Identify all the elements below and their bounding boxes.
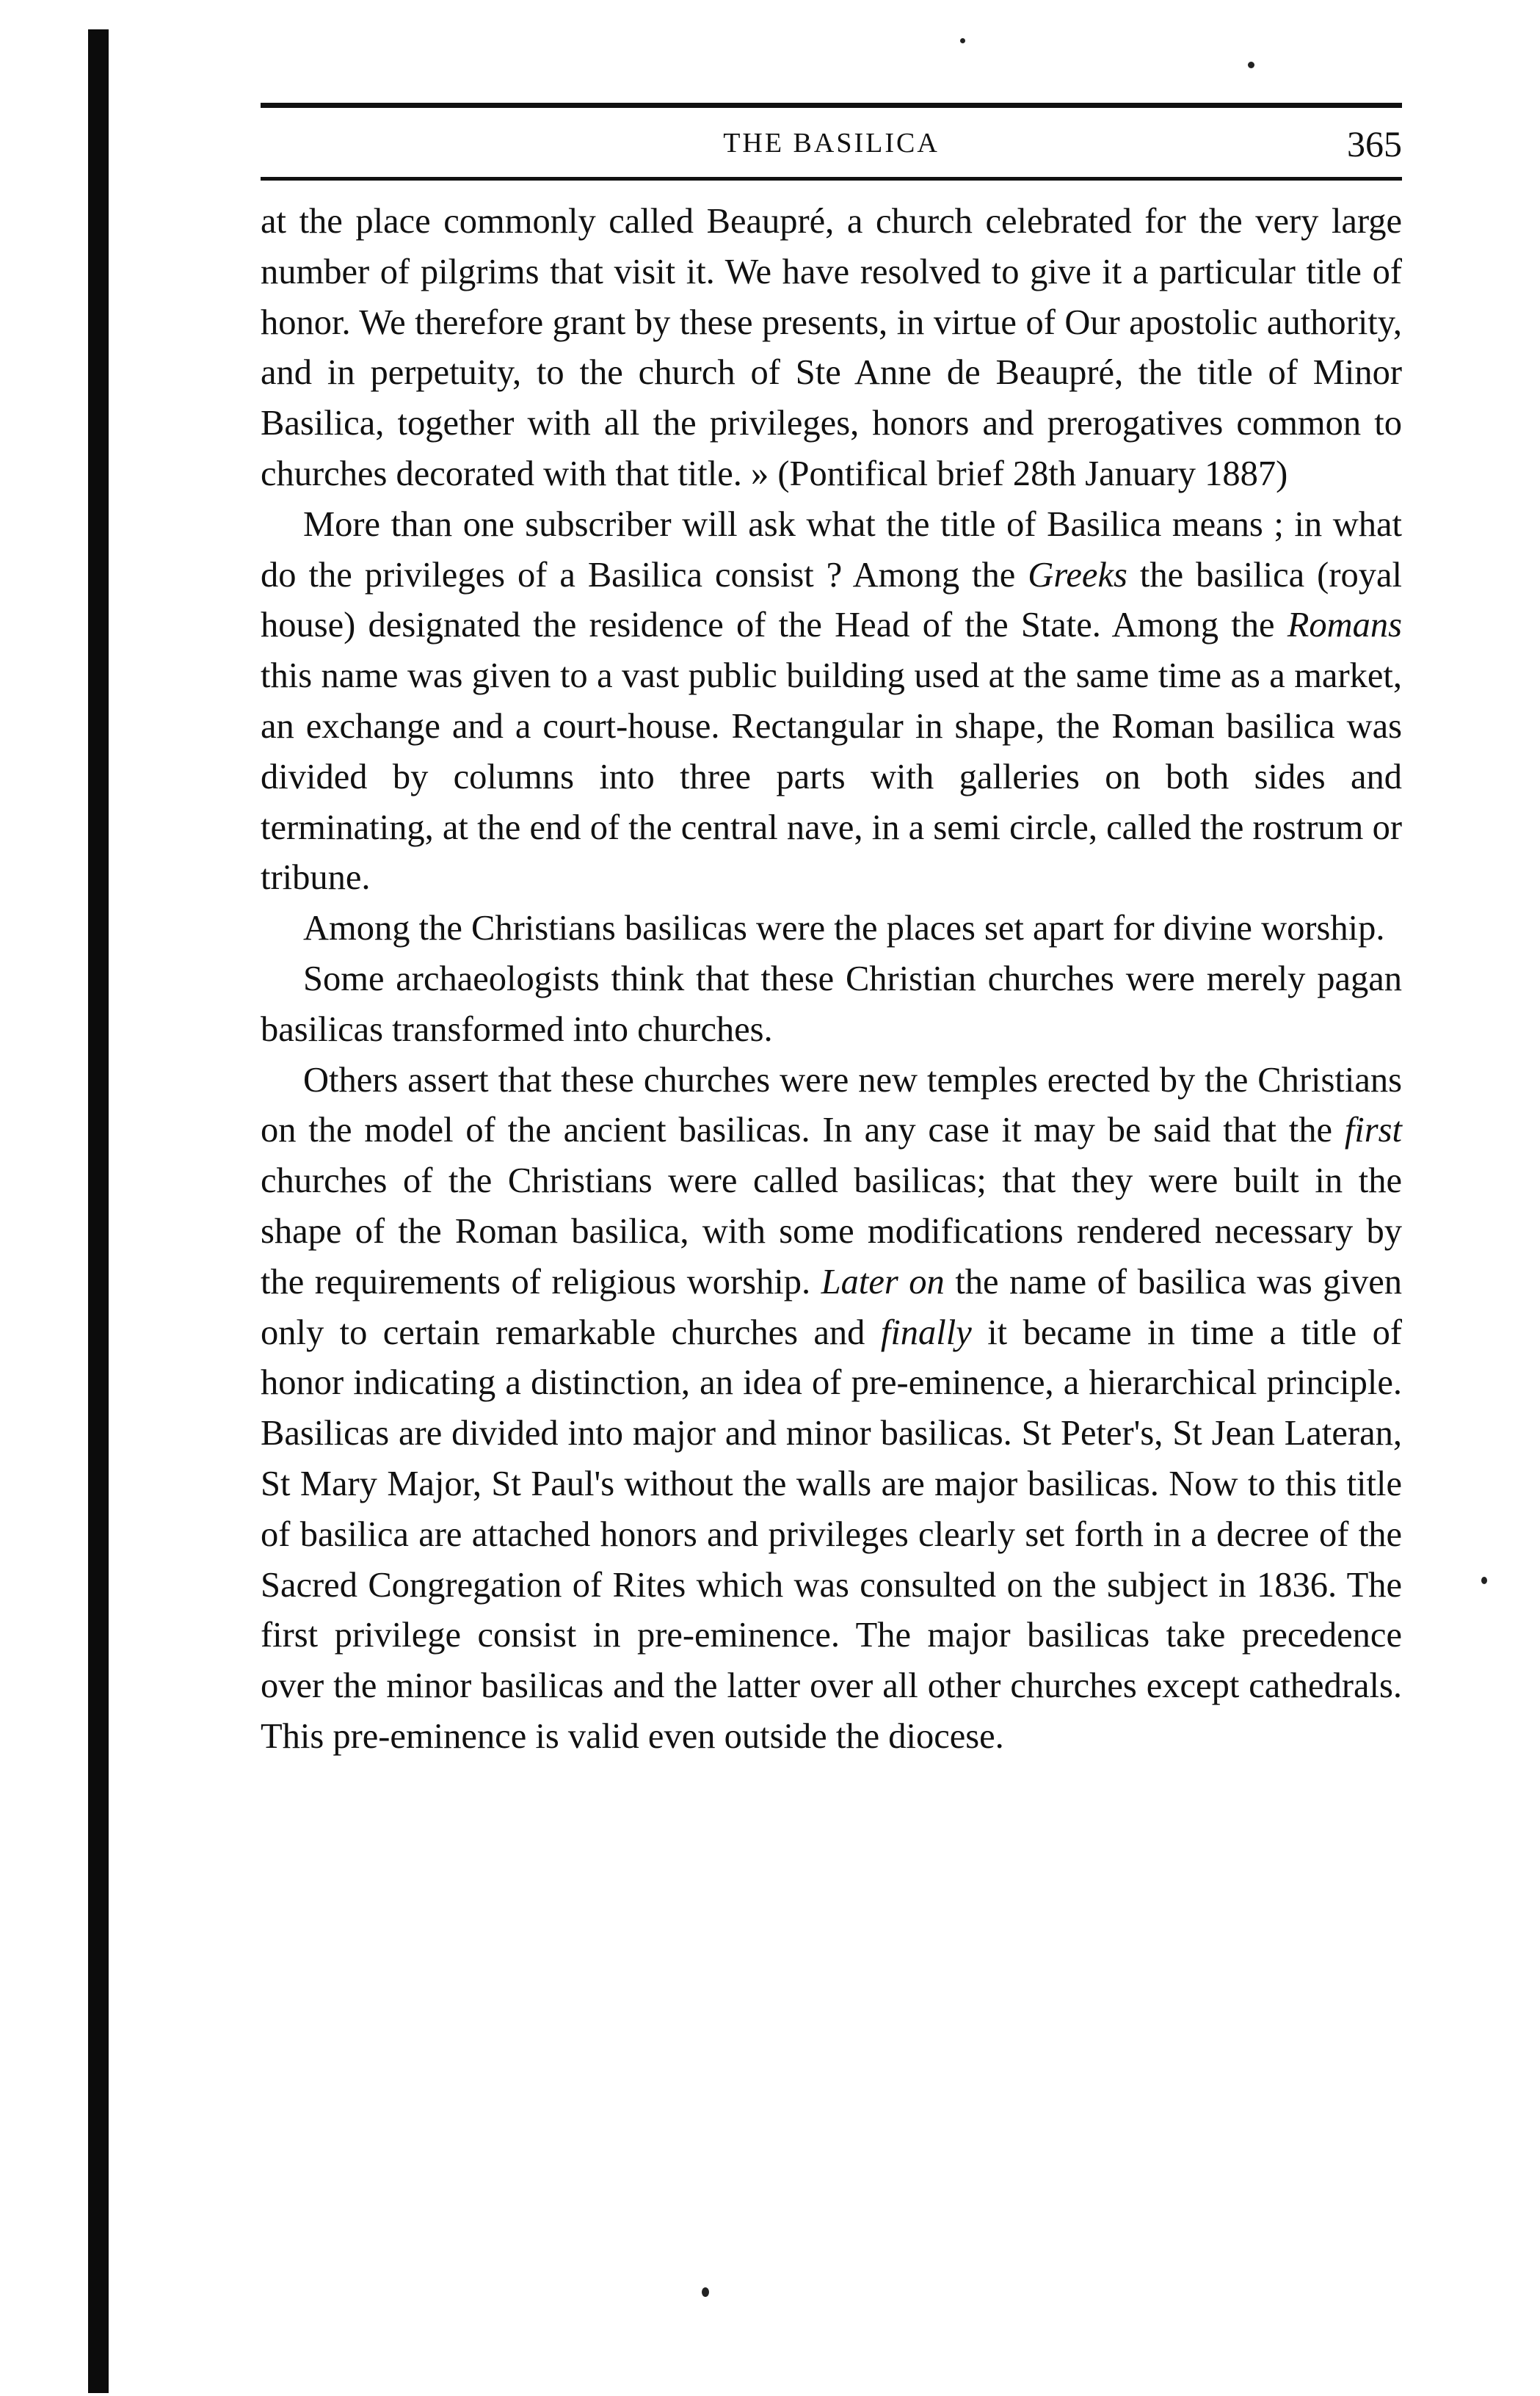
- text-run: the basilica (royal house) designated the residence of the Head of the State. Among the: [261, 555, 1402, 645]
- italic-term: Romans: [1287, 606, 1402, 645]
- running-head: [261, 123, 1402, 174]
- paragraph-1: [261, 197, 1402, 500]
- italic-term: Greeks: [1028, 555, 1127, 595]
- head-rule: [261, 177, 1402, 181]
- text-run: the name of basilica was given only to certain remarkable churches and: [261, 1262, 1402, 1352]
- paragraph-2: [261, 500, 1402, 904]
- italic-term: Later on: [821, 1262, 945, 1302]
- text-run: Some archaeologists think that these Christian churches were merely pagan basilicas transformed into churches.: [261, 959, 1402, 1049]
- running-head-title: THE BASILICA: [723, 128, 940, 159]
- scan-speck: [1481, 1577, 1487, 1584]
- paragraph-3: [261, 904, 1402, 954]
- book-page: [261, 103, 1402, 1762]
- italic-term: finally: [880, 1313, 972, 1352]
- paragraph-4: [261, 954, 1402, 1056]
- text-run: at the place commonly called Beaupré, a church celebrated for the very large number of pilgrims that visit it. We have resolved to give it a particular title of honor. We therefore grant by these presents, in virtue of Our apostolic authority, and in perpetuity, to the church of Ste Anne de Beaupré, the title of Minor Basilica, together with all the privileges, honors and prerogatives common to churches decorated with that title. » (Pontifical brief 28th January 1887): [261, 202, 1402, 493]
- page-number: 365: [1347, 123, 1402, 164]
- text-run: it became in time a title of honor indicating a distinction, an idea of pre-eminence, a hierarchical principle. Basilicas are divided into major and minor basilicas. St Peter's, St Jean Lateran, St Mary Major, St Paul's without the walls are major basilicas. Now to this title of basilica are attached honors and privileges clearly set forth in a decree of the Sacred Congregation of Rites which was consulted on the subject in 1836. The first privilege consist in pre-eminence. The major basilicas take precedence over the minor basilicas and the latter over all other churches except cathedrals. This pre-eminence is valid even outside the diocese.: [261, 1313, 1403, 1756]
- text-run: More than one subscriber will ask what the title of Basilica means ; in what do the privileges of a Basilica consist ? Among the: [261, 504, 1402, 595]
- text-run: churches of the Christians were called basilicas; that they were built in the shape of the Roman basilica, with some modifications rendered necessary by the requirements of religious worship.: [261, 1161, 1402, 1302]
- paragraph-5: [261, 1056, 1402, 1762]
- text-run: Among the Christians basilicas were the places set apart for divine worship.: [303, 909, 1385, 948]
- binding-shadow: [88, 29, 109, 2393]
- text-run: this name was given to a vast public building used at the same time as a market, an exchange and a court-house. Rectangular in shape, the Roman basilica was divided by columns into three parts with galleries on both sides and terminating, at the end of the central nave, in a semi circle, called the rostrum or tribune.: [261, 656, 1402, 898]
- top-rule: [261, 103, 1402, 108]
- scan-speck: [1248, 62, 1254, 68]
- scan-speck: [960, 38, 965, 43]
- italic-term: first: [1344, 1111, 1402, 1150]
- scan-speck: [702, 2287, 709, 2297]
- text-run: Others assert that these churches were new temples erected by the Christians on the model of the ancient basilicas. In any case it may be said that the: [261, 1060, 1402, 1150]
- body-text: [261, 197, 1402, 1762]
